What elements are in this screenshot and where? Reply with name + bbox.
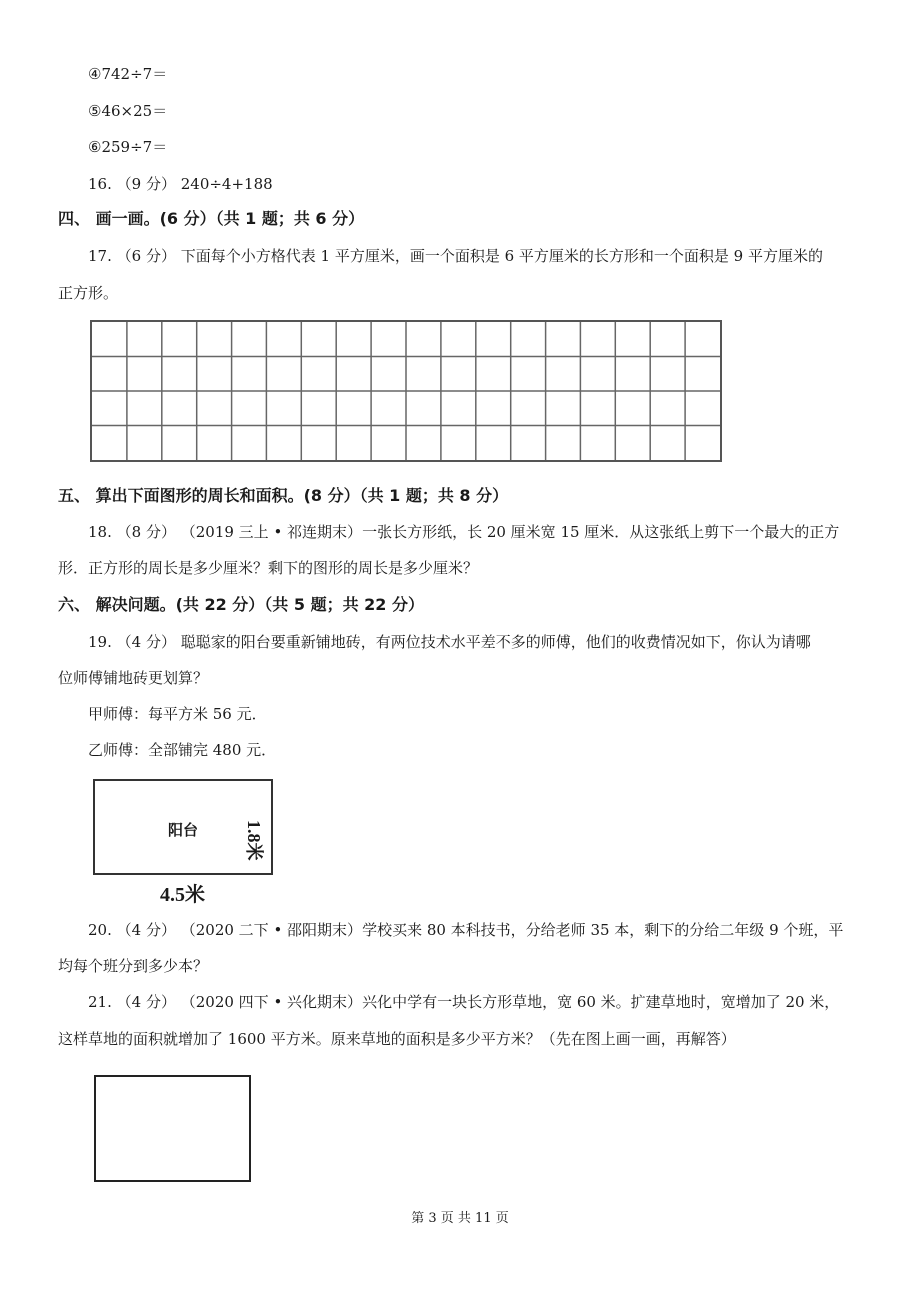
option-b: 乙师傅：全部铺完 480 元． [88, 741, 277, 759]
balcony-width-label: 4.5米 [160, 884, 205, 906]
question-21-line2: 这样草地的面积就增加了 1600 平方米。原来草地的面积是多少平方米？（先在图上画一画，再解答） [58, 1030, 736, 1048]
section-4-heading: 四、 画一画。(6 分）（共 1 题；共 6 分） [58, 209, 365, 228]
question-17-line1: 17. （6 分） 下面每个小方格代表 1 平方厘米，画一个面积是 6 平方厘米的长方形和一个面积是 9 平方厘米的 [88, 247, 823, 265]
calc-item-4: ④742÷7＝ [88, 65, 168, 83]
question-17-line2: 正方形。 [58, 284, 119, 302]
question-19-line2: 位师傅铺地砖更划算？ [58, 669, 209, 687]
question-18-line2: 形．正方形的周长是多少厘米？剩下的图形的周长是多少厘米？ [58, 559, 479, 577]
option-a: 甲师傅：每平方米 56 元． [88, 705, 267, 723]
balcony-height-label: 1.8米 [244, 820, 264, 861]
calc-item-6: ⑥259÷7＝ [88, 138, 168, 156]
question-18-line1: 18. （8 分） （2019 三上 • 祁连期末）一张长方形纸，长 20 厘米宽 15 厘米．从这张纸上剪下一个最大的正方 [88, 523, 840, 541]
square-grid[interactable] [90, 320, 722, 462]
question-21-line1: 21. （4 分） （2020 四下 • 兴化期末）兴化中学有一块长方形草地，宽 60 米。扩建草地时，宽增加了 20 米， [88, 993, 840, 1011]
question-20-line2: 均每个班分到多少本？ [58, 957, 209, 975]
question-16: 16. （9 分） 240÷4+188 [88, 175, 273, 193]
section-5-heading: 五、 算出下面图形的周长和面积。(8 分）（共 1 题；共 8 分） [58, 486, 509, 505]
page-footer: 第 3 页 共 11 页 [411, 1211, 509, 1226]
lawn-rectangle[interactable] [94, 1075, 251, 1182]
grid-lines [92, 322, 720, 460]
section-6-heading: 六、 解决问题。(共 22 分）（共 5 题；共 22 分） [58, 595, 424, 614]
question-20-line1: 20. （4 分） （2020 二下 • 邵阳期末）学校买来 80 本科技书，分给老师 35 本，剩下的分给二年级 9 个班，平 [88, 921, 844, 939]
balcony-label: 阳台 [167, 821, 198, 839]
question-19-line1: 19. （4 分） 聪聪家的阳台要重新铺地砖，有两位技术水平差不多的师傅，他们的收费情况如下，你认为请哪 [88, 633, 811, 651]
calc-item-5: ⑤46×25＝ [88, 102, 168, 120]
